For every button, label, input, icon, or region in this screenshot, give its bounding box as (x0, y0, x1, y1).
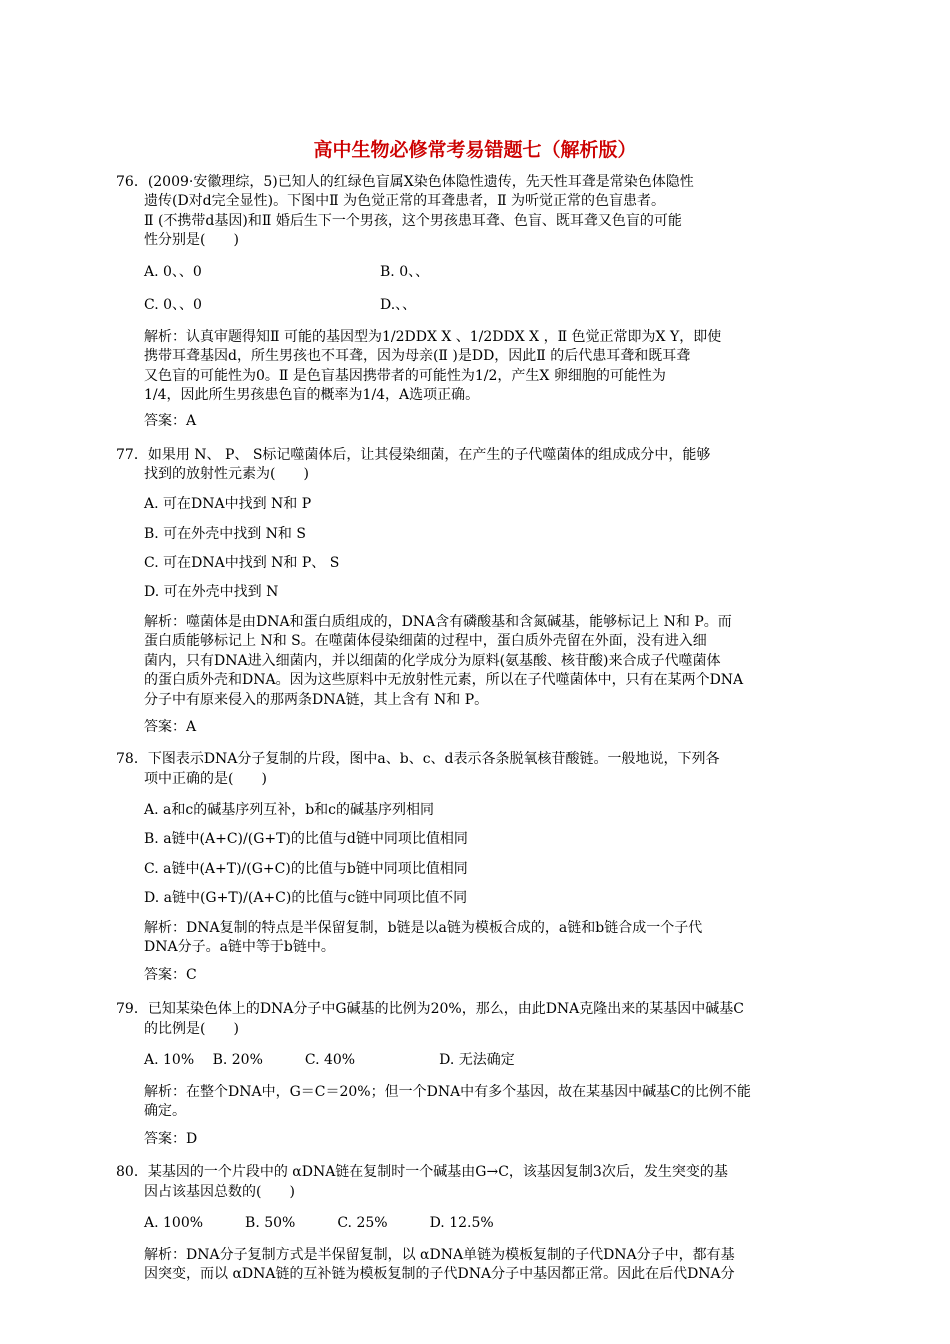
option-b: B. 0、、 (380, 264, 430, 280)
analysis-line: 因突变，而以 αDNA链的互补链为模板复制的子代DNA分子中基因都正常。因此在后代DNA分 (144, 1266, 735, 1282)
option-c: C. 0、、0 (144, 297, 202, 313)
analysis-line: 解析：DNA分子复制方式是半保留复制，以 αDNA单链为模板复制的子代DNA分子中，都有基 (144, 1247, 735, 1263)
analysis-line: 蛋白质能够标记上 N和 S。在噬菌体侵染细菌的过程中，蛋白质外壳留在外面，没有进入细 (144, 633, 707, 649)
option-c: C. a链中(A+T)/(G+C)的比值与b链中同项比值相同 (144, 861, 468, 877)
answer: 答案：A (144, 413, 197, 429)
option-d: D. 可在外壳中找到 N (144, 584, 279, 600)
question-line: 77．如果用 N、 P、 S标记噬菌体后，让其侵染细菌，在产生的子代噬菌体的组成成分中，能够 (116, 447, 711, 463)
question-line: 项中正确的是( ) (144, 771, 267, 787)
analysis-line: 分子中有原来侵入的那两条DNA链，其上含有 N和 P。 (144, 692, 489, 708)
analysis-line: 解析：DNA复制的特点是半保留复制，b链是以a链为模板合成的，a链和b链合成一个子代 (144, 920, 703, 936)
options-row: A. 100% B. 50% C. 25% D. 12.5% (144, 1215, 494, 1231)
question-line: 性分别是( ) (144, 232, 239, 248)
question-line: 79．已知某染色体上的DNA分子中G碱基的比例为20%，那么，由此DNA克隆出来的某基因中碱基C (116, 1001, 744, 1017)
question-line: 80．某基因的一个片段中的 αDNA链在复制时一个碱基由G→C，该基因复制3次后，发生突变的基 (116, 1164, 728, 1180)
question-line: 遗传(D对d完全显性)。下图中Ⅱ 为色觉正常的耳聋患者，Ⅱ 为听觉正常的色盲患者。 (144, 193, 666, 209)
analysis-line: 解析：噬菌体是由DNA和蛋白质组成的，DNA含有磷酸基和含氮碱基，能够标记上 N和 P。而 (144, 614, 732, 630)
option-b: B. 可在外壳中找到 N和 S (144, 526, 306, 542)
question-line: 78．下图表示DNA分子复制的片段，图中a、b、c、d表示各条脱氧核苷酸链。一般地说，下列各 (116, 751, 720, 767)
page-title: 高中生物必修常考易错题七（解析版） (313, 139, 637, 161)
answer: 答案：C (144, 967, 197, 983)
analysis-line: 确定。 (144, 1103, 186, 1119)
question-line: 的比例是( ) (144, 1021, 239, 1037)
option-a: A. 可在DNA中找到 N和 P (144, 496, 312, 512)
question-line: 76．(2009·安徽理综，5)已知人的红绿色盲属X染色体隐性遗传，先天性耳聋是常染色体隐性 (116, 174, 694, 190)
option-a: A. a和c的碱基序列互补，b和c的碱基序列相同 (144, 802, 434, 818)
analysis-line: 又色盲的可能性为0。Ⅱ 是色盲基因携带者的可能性为1/2，产生X 卵细胞的可能性为 (144, 368, 666, 384)
analysis-line: 1/4，因此所生男孩患色盲的概率为1/4，A选项正确。 (144, 387, 480, 403)
option-b: B. a链中(A+C)/(G+T)的比值与d链中同项比值相同 (144, 831, 468, 847)
option-a: A. 0、、0 (144, 264, 202, 280)
answer: 答案：D (144, 1131, 198, 1147)
answer: 答案：A (144, 719, 197, 735)
option-c: C. 可在DNA中找到 N和 P、 S (144, 555, 340, 571)
option-d: D. a链中(G+T)/(A+C)的比值与c链中同项比值不同 (144, 890, 468, 906)
analysis-line: 菌内，只有DNA进入细菌内，并以细菌的化学成分为原料(氨基酸、核苷酸)来合成子代噬菌体 (144, 653, 721, 669)
question-line: 找到的放射性元素为( ) (144, 466, 309, 482)
analysis-line: 解析：认真审题得知Ⅱ 可能的基因型为1/2DDX X 、1/2DDX X ，Ⅱ 色觉正常即为X Y，即使 (144, 329, 722, 345)
analysis-line: 携带耳聋基因d，所生男孩也不耳聋，因为母亲(Ⅱ )是DD，因此Ⅱ 的后代患耳聋和既耳聋 (144, 348, 691, 364)
analysis-line: DNA分子。a链中等于b链中。 (144, 939, 335, 955)
option-d: D.、、 (380, 297, 417, 313)
analysis-line: 的蛋白质外壳和DNA。因为这些原料中无放射性元素，所以在子代噬菌体中，只有在某两个DNA (144, 672, 744, 688)
question-line: Ⅱ (不携带d基因)和Ⅱ 婚后生下一个男孩，这个男孩患耳聋、色盲、既耳聋又色盲的可能 (144, 213, 682, 229)
options-row: A. 10% B. 20% C. 40% D. 无法确定 (144, 1052, 515, 1068)
analysis-line: 解析：在整个DNA中，G＝C＝20%；但一个DNA中有多个基因，故在某基因中碱基C的比例不能 (144, 1084, 751, 1100)
question-line: 因占该基因总数的( ) (144, 1184, 295, 1200)
